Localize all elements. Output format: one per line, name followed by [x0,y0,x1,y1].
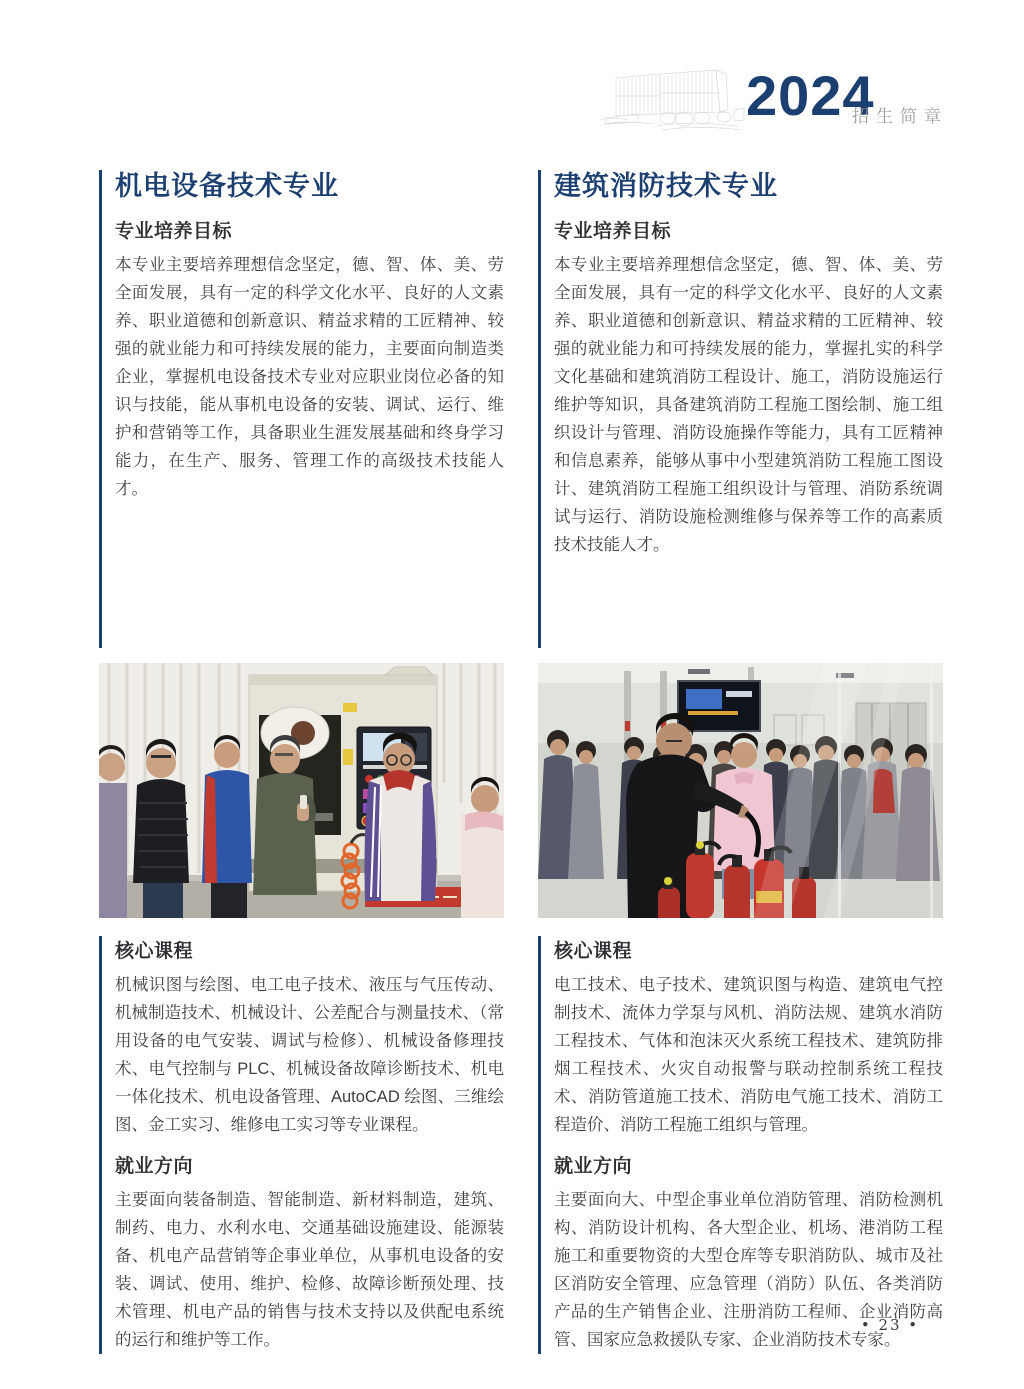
fire-detail-section [538,936,943,1354]
column-mechatronics [99,170,504,1354]
fire-training-photo [538,663,943,918]
mech-major-title: 机电设备技术专业 [115,171,339,201]
mech-core-paragraph: 机械识图与绘图、电工电子技术、液压与气压传动、机械制造技术、机械设计、公差配合与测量技术、（常用设备的电气安装、调试与检修）、机械设备修理技术、电气控制与 PLC、机械设备故障诊断技术、机电一体化技术、机电设备管理、AutoCAD 绘图、三维绘图、金工实习、维修电工实习等专业课程。 [115,976,504,1134]
page-number: • 23 • [860,1316,920,1334]
brochure-label: 招生简章 [852,107,948,126]
fire-objective-paragraph: 本专业主要培养理想信念坚定，德、智、体、美、劳全面发展，具有一定的科学文化水平、良好的人文素养、职业道德和创新意识、精益求精的工匠精神、较强的就业能力和可持续发展的能力，掌握扎实的科学文化基础和建筑消防工程设计、施工，消防设施运行维护等知识，具备建筑消防工程施工图绘制、施工组织设计与管理、消防设施操作等能力，具有工匠精神和信息素养，能够从事中小型建筑消防工程施工图设计、建筑消防工程施工组织设计与管理、消防系统调试与运行、消防设施检测维修与保养等工作的高素质技术技能人才。 [554,255,943,554]
campus-building-sketch-icon [598,60,748,144]
fire-objective-heading: 专业培养目标 [554,220,672,242]
mech-employment-paragraph: 主要面向装备制造、智能制造、新材料制造，建筑、制药、电力、水利水电、交通基础设施建设、能源装备、机电产品营销等企事业单位，从事机电设备的安装、调试、使用、维护、检修、故障诊断预处理、技术管理、机电产品的销售与技术支持以及供配电系统的运行和维护等工作。 [115,1191,504,1349]
fire-major-title: 建筑消防技术专业 [554,171,778,201]
column-fire-protection [538,170,943,1354]
mech-intro-section [99,170,504,648]
mech-objective-heading: 专业培养目标 [115,220,233,242]
mech-core-heading: 核心课程 [115,941,194,962]
fire-intro-section [538,170,943,648]
mech-detail-section [99,936,504,1354]
header-year: 2024 [746,64,875,127]
mech-employment-heading: 就业方向 [115,1156,194,1177]
fire-employment-paragraph: 主要面向大、中型企事业单位消防管理、消防检测机构、消防设计机构、各大型企业、机场、港消防工程施工和重要物资的大型仓库等专职消防队、城市及社区消防安全管理、应急管理（消防）队伍、各类消防产品的生产销售企业、注册消防工程师、企业消防高管、国家应急救援队专家、企业消防技术专家。 [554,1191,943,1349]
fire-core-paragraph: 电工技术、电子技术、建筑识图与构造、建筑电气控制技术、流体力学泵与风机、消防法规、建筑水消防工程技术、气体和泡沫灭火系统工程技术、建筑防排烟工程技术、火灾自动报警与联动控制系统工程技术、消防管道施工技术、消防电气施工技术、消防工程造价、消防工程施工组织与管理。 [554,976,943,1134]
fire-core-heading: 核心课程 [554,941,633,962]
cnc-workshop-photo [99,663,504,918]
mech-objective-paragraph: 本专业主要培养理想信念坚定，德、智、体、美、劳全面发展，具有一定的科学文化水平、良好的人文素养、职业道德和创新意识、精益求精的工匠精神、较强的就业能力和可持续发展的能力，主要面向制造类企业，掌握机电设备技术专业对应职业岗位必备的知识与技能，能从事机电设备的安装、调试、运行、维护和营销等工作，具备职业生涯发展基础和终身学习能力，在生产、服务、管理工作的高级技术技能人才。 [115,255,504,498]
fire-employment-heading: 就业方向 [554,1156,633,1177]
